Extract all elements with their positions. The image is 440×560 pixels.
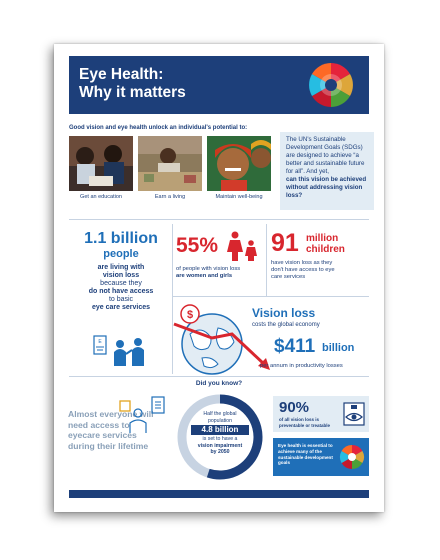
women-photo-icon: [207, 136, 271, 191]
billion-desc-1: are living with: [97, 264, 145, 271]
stat-children-desc: [271, 260, 371, 281]
intro-text: Good vision and eye health unlock an individual's potential to:: [69, 125, 248, 131]
photo-earn-living: [138, 136, 202, 191]
stat-economy-unit: billion: [322, 342, 355, 354]
eye-shield-icon: [343, 402, 365, 426]
billion-desc-6: eye care services: [92, 304, 150, 311]
stat-children-number: 91: [271, 229, 299, 257]
photo-well-being: [207, 136, 271, 191]
photo-education: [69, 136, 133, 191]
stat-children-unit-2: children: [306, 244, 345, 255]
circle-line-1: Half the global: [203, 411, 237, 417]
did-you-know-label: Did you know?: [195, 380, 243, 387]
infographic-poster: [54, 44, 384, 512]
circle-line-4: vision impairment: [197, 442, 243, 449]
sdg-essential-box: [273, 438, 369, 476]
svg-text:$: $: [186, 309, 194, 321]
billion-desc-4: do not have access: [88, 288, 154, 295]
stat-children-unit-1: million: [306, 233, 339, 244]
everyone-eyecare-text: Almost everyone will need access to eyecare services during their lifetime: [68, 409, 154, 451]
title-line-1: Eye Health:: [79, 66, 164, 83]
billion-desc-3: because they: [100, 280, 142, 287]
divider-v2: [266, 224, 267, 296]
sdg-info-text: The UN's Sustainable Development Goals (SDGs) are designed to achieve “a better and sustainable future for all”. And yet,: [286, 136, 365, 175]
woman-girl-icon: [226, 231, 260, 261]
title-line-2: Why it matters: [79, 84, 186, 101]
header-banner: [69, 56, 369, 114]
students-photo-icon: [69, 136, 133, 191]
preventable-number: 90%: [279, 399, 310, 416]
footer-bar: [69, 490, 369, 498]
sdg-info-question: can this vision be achieved without addressing vision loss?: [286, 176, 367, 199]
circle-text: [185, 411, 255, 456]
stat-billion-unit: people: [103, 248, 139, 260]
women-desc-2: are women and girls: [176, 273, 233, 279]
stat-women-number: 55%: [176, 234, 219, 257]
preventable-text: of all vision loss is preventable or treatable: [279, 417, 331, 428]
stat-billion-desc: [72, 264, 170, 312]
market-photo-icon: [138, 136, 202, 191]
circle-number: 4.8 billion: [191, 425, 249, 435]
caption-education: Get an education: [80, 194, 122, 200]
sdg-logo-icon: [307, 61, 355, 109]
caption-earn-living: Earn a living: [154, 194, 186, 200]
preventable-box: [273, 396, 369, 432]
circle-line-3: is set to have a: [202, 436, 238, 442]
sdg-wheel-small-icon: [339, 444, 365, 470]
sdg-essential-text: Eye health is essential to achieve many of the sustainable development goals: [278, 443, 333, 466]
eye-care-services-icon: [116, 393, 170, 437]
circle-line-2: population: [208, 417, 232, 424]
billion-desc-2: vision loss: [102, 272, 140, 279]
sdg-info-box: [280, 132, 374, 210]
stat-economy-desc: per annum in productivity losses: [260, 363, 343, 369]
stat-economy-subtitle: costs the global economy: [252, 322, 320, 328]
children-desc-1: have vision loss as they: [271, 260, 333, 266]
eye-exam-icon: [92, 334, 152, 368]
billion-desc-5: to basic: [108, 296, 134, 303]
children-desc-3: care services: [271, 274, 306, 280]
stat-economy-title: Vision loss: [252, 306, 316, 320]
stat-billion-number: 1.1 billion: [84, 230, 158, 247]
divider-top: [69, 219, 369, 220]
divider-mid: [172, 296, 369, 297]
children-desc-2: don't have access to eye: [271, 267, 335, 273]
circle-line-5: by 2050: [210, 449, 230, 455]
stat-women-desc: [176, 266, 266, 280]
divider-bottom: [69, 376, 369, 377]
stat-economy-number: $411: [274, 336, 316, 357]
women-desc-1: of people with vision loss: [176, 266, 241, 272]
svg-text:E: E: [98, 339, 102, 345]
header-title: [79, 66, 249, 102]
caption-well-being: Maintain well-being: [215, 194, 263, 200]
